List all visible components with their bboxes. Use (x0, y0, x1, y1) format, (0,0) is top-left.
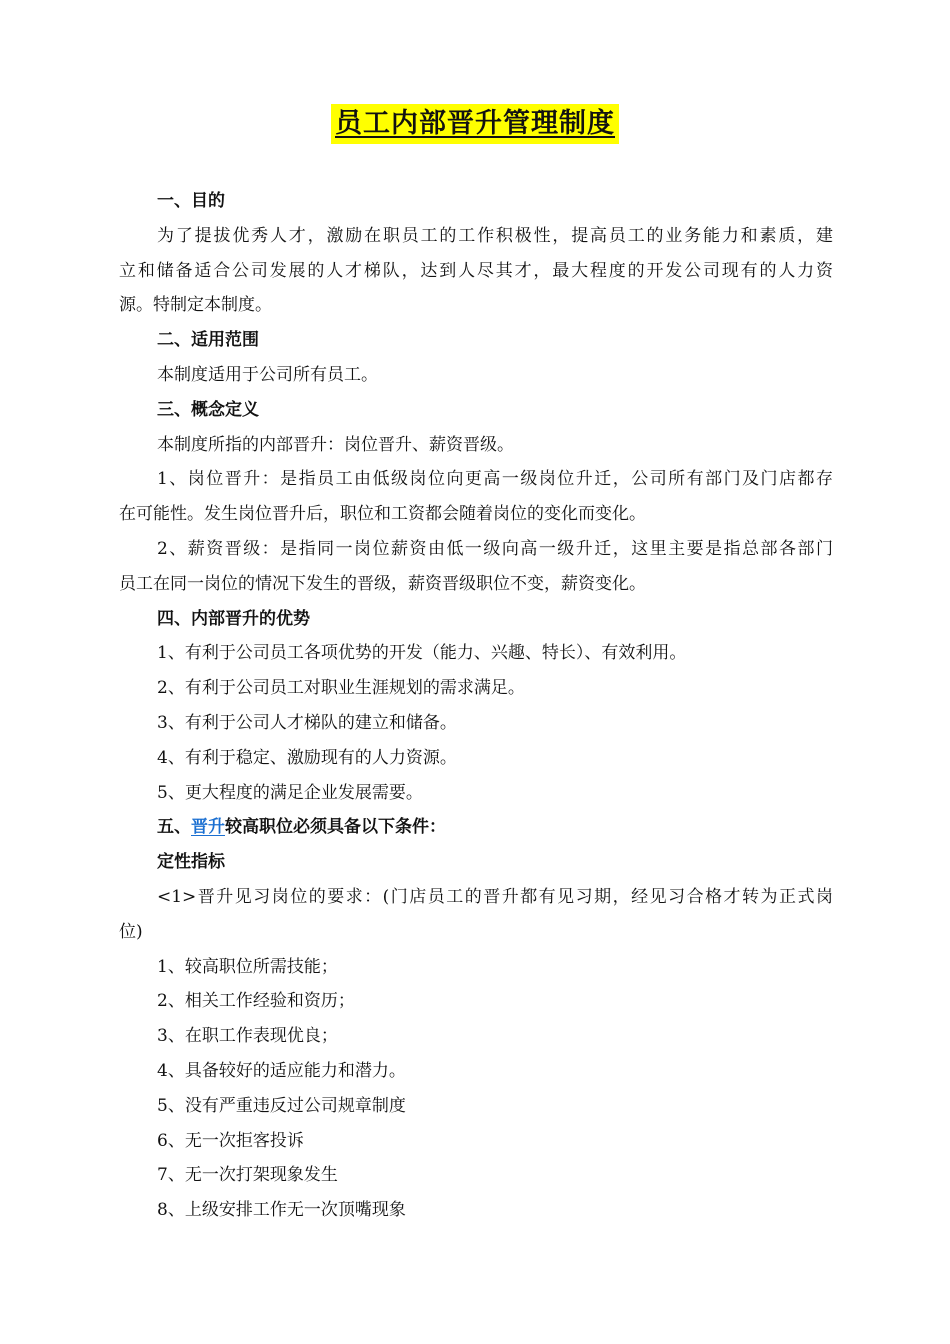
list-item: 2、相关工作经验和资历； (157, 991, 355, 1012)
paragraph-line: 本制度适用于公司所有员工。 (157, 364, 378, 385)
title-wrap (0, 104, 950, 144)
paragraph-line: 立和储备适合公司发展的人才梯队，达到人尽其才，最大程度的开发公司现有的人力资 (119, 260, 833, 281)
document-body (119, 184, 833, 1228)
section-heading-definitions: 三、概念定义 (157, 399, 259, 420)
list-item: 3、在职工作表现优良； (157, 1026, 338, 1047)
sub-heading-qualitative: 定性指标 (157, 852, 225, 873)
paragraph-line: 为了提拔优秀人才，激励在职员工的工作积极性，提高员工的业务能力和素质，建 (157, 225, 833, 246)
list-item: 5、更大程度的满足企业发展需要。 (157, 782, 423, 803)
heading-prefix: 五、 (157, 817, 191, 838)
section-heading-conditions (119, 810, 833, 845)
list-item: 8、上级安排工作无一次顶嘴现象 (157, 1200, 406, 1221)
list-item: 1、有利于公司员工各项优势的开发（能力、兴趣、特长）、有效利用。 (157, 643, 687, 664)
list-item: 4、具备较好的适应能力和潜力。 (157, 1060, 406, 1081)
list-item: 4、有利于稳定、激励现有的人力资源。 (157, 747, 457, 768)
paragraph-line: 位) (119, 921, 143, 942)
list-item: 7、无一次打架现象发生 (157, 1165, 338, 1186)
section-heading-advantages: 四、内部晋升的优势 (157, 608, 310, 629)
list-item: 5、没有严重违反过公司规章制度 (157, 1095, 406, 1116)
list-item: 6、无一次拒客投诉 (157, 1130, 304, 1151)
paragraph-line: 在可能性。发生岗位晋升后，职位和工资都会随着岗位的变化而变化。 (119, 504, 646, 525)
list-item: 1、较高职位所需技能； (157, 956, 338, 977)
document-title: 员工内部晋升管理制度 (331, 104, 619, 144)
paragraph-line: 本制度所指的内部晋升：岗位晋升、薪资晋级。 (157, 434, 514, 455)
paragraph-line: <1>晋升见习岗位的要求：(门店员工的晋升都有见习期，经见习合格才转为正式岗 (157, 886, 833, 907)
promotion-link[interactable]: 晋升 (191, 817, 225, 838)
section-heading-scope: 二、适用范围 (157, 330, 259, 351)
heading-rest: 较高职位必须具备以下条件： (225, 817, 446, 838)
paragraph-line: 1、岗位晋升：是指员工由低级岗位向更高一级岗位升迁，公司所有部门及门店都存 (157, 469, 833, 490)
paragraph-line: 2、薪资晋级：是指同一岗位薪资由低一级向高一级升迁，这里主要是指总部各部门 (157, 538, 833, 559)
list-item: 2、有利于公司员工对职业生涯规划的需求满足。 (157, 678, 525, 699)
list-item: 3、有利于公司人才梯队的建立和储备。 (157, 712, 457, 733)
paragraph-line: 源。特制定本制度。 (119, 295, 272, 316)
section-heading-purpose: 一、目的 (157, 191, 225, 211)
paragraph-line: 员工在同一岗位的情况下发生的晋级，薪资晋级职位不变，薪资变化。 (119, 573, 646, 594)
